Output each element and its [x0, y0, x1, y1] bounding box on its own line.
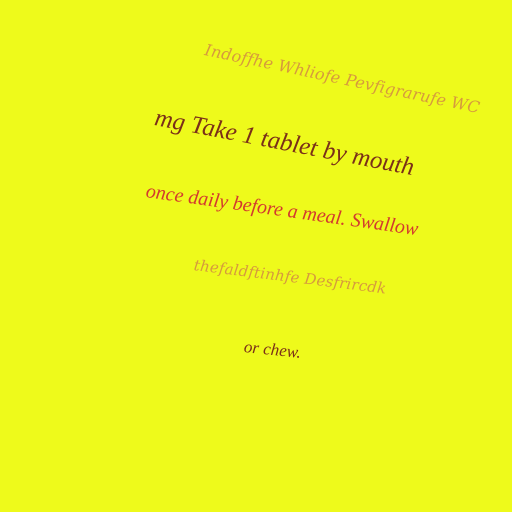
- frequency-instruction-line: once daily before a meal. Swallow: [144, 180, 420, 241]
- chew-instruction-line: or chew.: [243, 337, 303, 362]
- illegible-top-line: Indoffhe Whliofe Pevfigrarufe WC: [203, 40, 482, 118]
- dosage-instruction-line: mg Take 1 tablet by mouth: [152, 104, 417, 182]
- illegible-middle-line: thefaldftinhfe Desfrircdk: [192, 256, 388, 298]
